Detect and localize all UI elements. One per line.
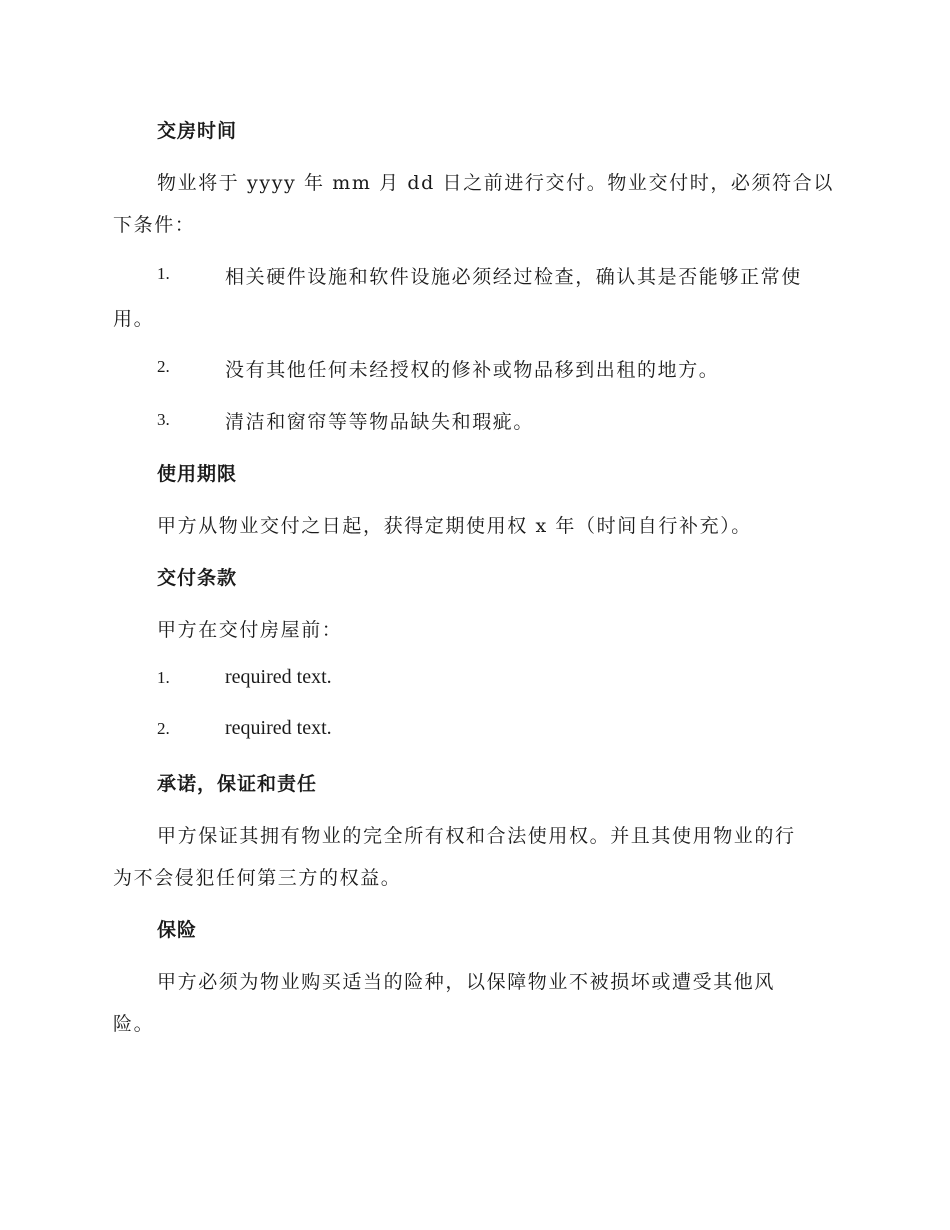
insurance-paragraph-line-2: 险。 (113, 1013, 155, 1035)
delivery-item-2-text: required text. (225, 717, 332, 739)
delivery-item-1-number: 1. (157, 668, 170, 687)
commitment-paragraph-line-1: 甲方保证其拥有物业的完全所有权和合法使用权。并且其使用物业的行 (157, 825, 796, 847)
handover-item-1-text-continued: 用。 (113, 308, 155, 330)
insurance-paragraph-line-1: 甲方必须为物业购买适当的险种，以保障物业不被损坏或遭受其他风 (157, 971, 776, 993)
section-heading-commitment: 承诺，保证和责任 (157, 773, 318, 795)
commitment-paragraph-line-2: 为不会侵犯任何第三方的权益。 (113, 867, 402, 889)
handover-item-3-text: 清洁和窗帘等等物品缺失和瑕疵。 (225, 411, 535, 433)
section-heading-insurance: 保险 (157, 919, 198, 941)
handover-item-1-text: 相关硬件设施和软件设施必须经过检查，确认其是否能够正常使 (225, 266, 802, 288)
handover-paragraph-line-2: 下条件： (113, 214, 196, 236)
handover-item-2-number: 2. (157, 357, 170, 376)
usage-period-paragraph: 甲方从物业交付之日起，获得定期使用权 x 年（时间自行补充）。 (157, 515, 752, 537)
delivery-item-1-text: required text. (225, 666, 332, 688)
handover-paragraph-line-1: 物业将于 yyyy 年 mm 月 dd 日之前进行交付。物业交付时，必须符合以 (157, 172, 834, 194)
handover-item-3-number: 3. (157, 410, 170, 429)
section-heading-handover-time: 交房时间 (157, 120, 238, 142)
delivery-item-2-number: 2. (157, 719, 170, 738)
section-heading-usage-period: 使用期限 (157, 463, 238, 485)
handover-item-2-text: 没有其他任何未经授权的修补或物品移到出租的地方。 (225, 359, 720, 381)
handover-item-1-number: 1. (157, 264, 170, 283)
delivery-terms-paragraph: 甲方在交付房屋前： (157, 619, 343, 641)
section-heading-delivery-terms: 交付条款 (157, 567, 238, 589)
